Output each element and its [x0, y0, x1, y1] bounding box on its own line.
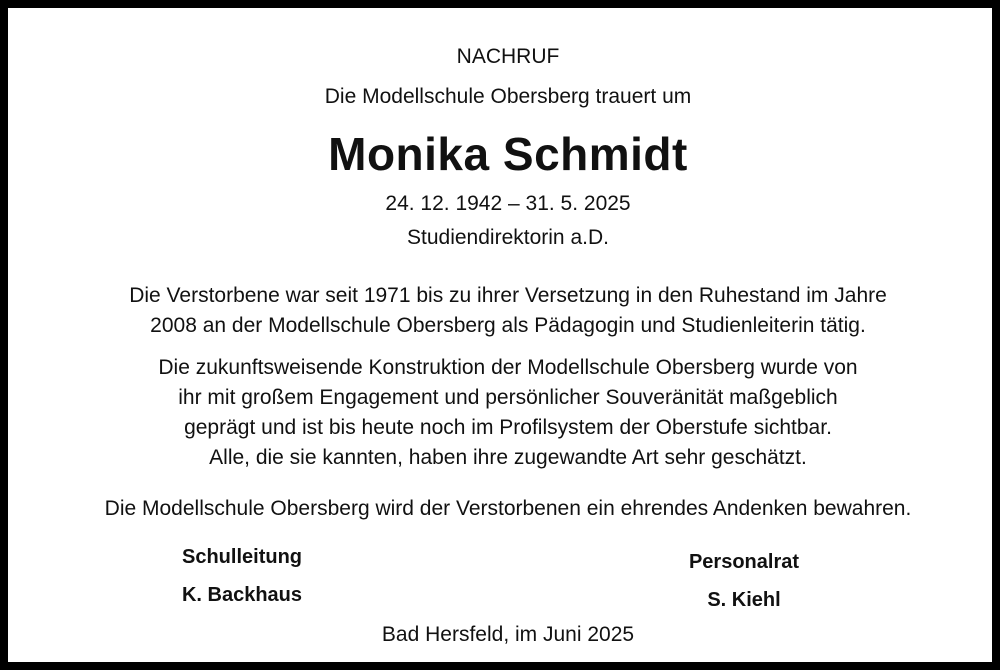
- deceased-name: Monika Schmidt: [328, 128, 688, 180]
- tribute-paragraph-line: geprägt und ist bis heute noch im Profilsystem der Oberstufe sichtbar.: [184, 416, 832, 439]
- closing-line: Die Modellschule Obersberg wird der Verstorbenen ein ehrendes Andenken bewahren.: [104, 497, 912, 520]
- career-paragraph: [8, 281, 1000, 341]
- tribute-paragraph: [8, 353, 1000, 473]
- signature-name: K. Backhaus: [181, 584, 303, 606]
- notice-heading: NACHRUF: [456, 45, 560, 68]
- career-paragraph-line: 2008 an der Modellschule Obersberg als Pädagogin und Studienleiterin tätig.: [150, 314, 866, 337]
- professional-title: Studiendirektorin a.D.: [407, 226, 609, 249]
- place-date: Bad Hersfeld, im Juni 2025: [381, 623, 635, 646]
- tribute-paragraph-line: ihr mit großem Engagement und persönlicher Souveränität maßgeblich: [178, 386, 838, 409]
- intro-line: Die Modellschule Obersberg trauert um: [324, 85, 692, 108]
- signature-school-management: [112, 543, 372, 609]
- life-dates: 24. 12. 1942 – 31. 5. 2025: [385, 192, 631, 215]
- signature-role: Personalrat: [688, 551, 800, 573]
- tribute-paragraph-line: Die zukunftsweisende Konstruktion der Modellschule Obersberg wurde von: [158, 356, 858, 379]
- signature-staff-council: [614, 548, 874, 614]
- signature-name: S. Kiehl: [707, 589, 781, 611]
- career-paragraph-line: Die Verstorbene war seit 1971 bis zu ihrer Versetzung in den Ruhestand im Jahre: [129, 284, 887, 307]
- tribute-paragraph-line: Alle, die sie kannten, haben ihre zugewandte Art sehr geschätzt.: [209, 446, 807, 469]
- signature-role: Schulleitung: [182, 546, 302, 568]
